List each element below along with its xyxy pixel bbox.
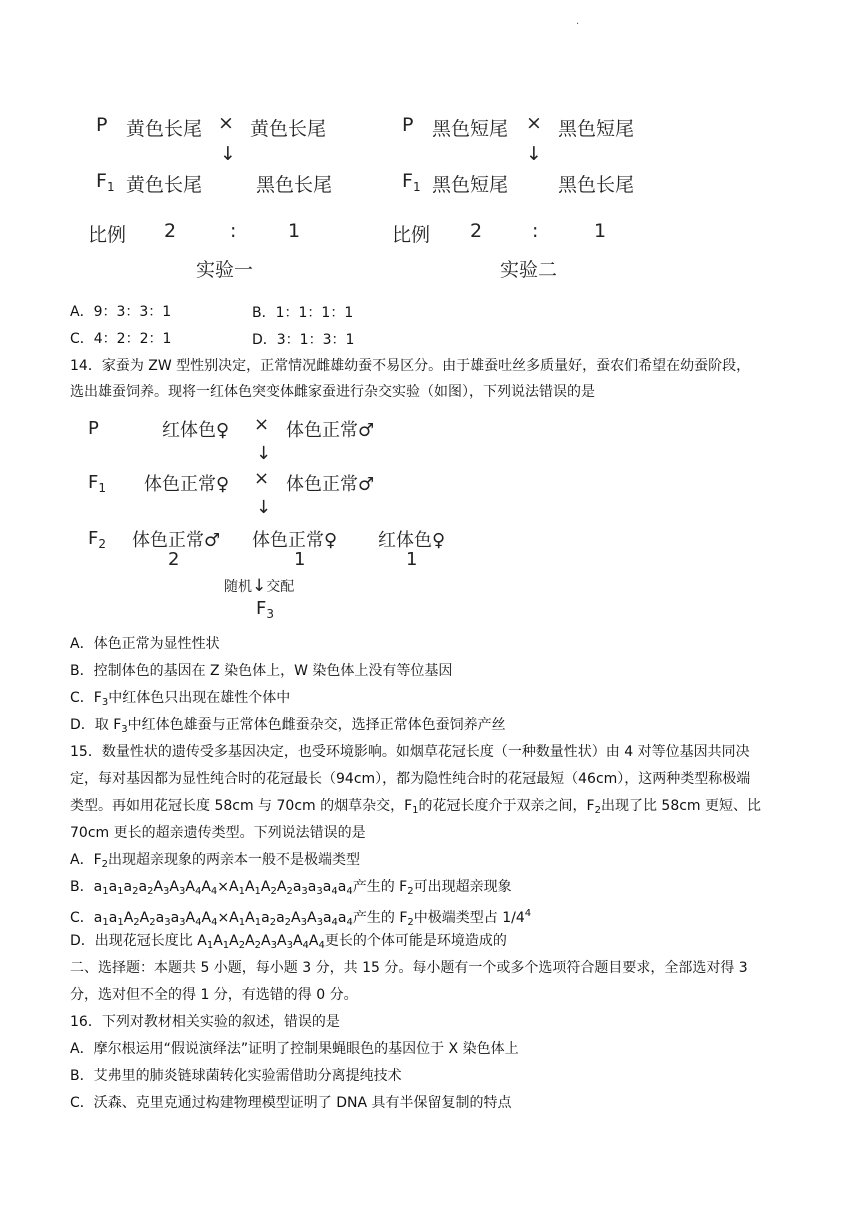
q14-f1-male: 体色正常♂ [286,474,375,495]
exp1-ratio-left: 2 [164,220,177,242]
exp1-ratio-right: 1 [288,220,301,242]
q15-option-b: B．$a_1a_1a_2a_2A_3A_3A_4A_4\times A_1A_1A_2A_2a_3a_3a_4a_4$产生的 $F_2$可出现超亲现象 [70,879,512,897]
q14-f2-label: $F_2$ [88,528,106,551]
q14-f2-count-a: 2 [168,549,180,570]
q16-option-a: A．摩尔根运用“假说演绎法”证明了控制果蝇眼色的基因位于 X 染色体上 [70,1041,519,1057]
q14-arrow-2: ↓ [256,497,272,518]
exp2-p-right: 黑色短尾 [558,118,635,140]
q14-f2-count-c: 1 [406,549,418,570]
exp2-ratio-left: 2 [470,220,483,242]
q14-f1-cross: × [254,468,270,489]
q14-stem-line-2: 选出雄蚕饲养。现将一红体色突变体雌家蚕进行杂交实验（如图），下列说法错误的是 [70,384,595,400]
q13-option-c: C．4：2：2：1 [70,331,172,347]
section2-instruction-line-2: 分，选对但不全的得 1 分，有选错的得 0 分。 [70,987,358,1003]
exp2-arrow: ↓ [526,143,542,165]
q14-f1-label: $F_1$ [88,472,106,495]
q14-option-d: D．取 $F_3$中红体色雄蚕与正常体色雌蚕杂交，选择正常体色蚕饲养产丝 [70,717,506,735]
exp2-ratio-label: 比例 [392,224,431,246]
exp1-f1-right: 黑色长尾 [256,174,333,196]
exp1-f1-left: 黄色长尾 [126,174,203,196]
exp1-ratio-label: 比例 [88,224,127,246]
exp1-p-left: 黄色长尾 [126,118,203,140]
q14-f3-label: $F_3$ [256,598,274,621]
q15-option-a: A．$F_2$出现超亲现象的两亲本一般不是极端类型 [70,852,361,870]
page-dot: . [576,16,580,27]
exp1-p-label: P [96,114,108,136]
exp2-ratio-colon: : [532,220,539,242]
q14-f2-count-b: 1 [294,549,306,570]
q16-option-c: C．沃森、克里克通过构建物理模型证明了 DNA 具有半保留复制的特点 [70,1095,512,1111]
exp2-caption: 实验二 [500,259,558,281]
exp1-caption: 实验一 [196,259,254,281]
q14-p-cross: × [254,414,270,435]
exp1-f1-label: $F_1$ [96,170,115,194]
exp2-f1-left: 黑色短尾 [432,174,509,196]
q14-p-female: 红体色♀ [162,420,230,441]
q14-random-mating: 随机↓交配 [224,576,295,596]
q14-arrow-1: ↓ [256,443,272,464]
q15-option-c: C．$a_1a_1A_2A_2a_3a_3A_4A_4\times A_1A_1a_2a_2A_3A_3a_4a_4$产生的 $F_2$中极端类型占 $1/4^4$ [70,908,532,928]
q14-f2-normal-female: 体色正常♀ [252,530,338,551]
q14-p-label: P [88,418,99,439]
q13-option-a: A．9：3：3：1 [70,304,172,320]
q14-f1-female: 体色正常♀ [144,474,230,495]
q13-option-b: B．1：1：1：1 [252,305,354,321]
q13-option-d: D．3：1：3：1 [252,332,355,348]
q14-option-c: C．$F_3$中红体色只出现在雄性个体中 [70,690,291,708]
q15-stem-line-4: 70cm 更长的超亲遗传类型。下列说法错误的是 [70,825,366,841]
section2-instruction-line-1: 二、选择题：本题共 5 小题，每小题 3 分，共 15 分。每小题有一个或多个选项符合题目要求，全部选对得 3 [70,960,748,976]
q16-stem: 16．下列对教材相关实验的叙述，错误的是 [70,1014,340,1030]
exp2-cross: × [526,112,542,134]
q14-f2-normal-male: 体色正常♂ [132,530,221,551]
exp1-p-right: 黄色长尾 [250,118,327,140]
exp2-f1-label: $F_1$ [402,170,421,194]
q14-option-a: A．体色正常为显性性状 [70,636,220,652]
q15-stem-line-2: 定，每对基因都为显性纯合时的花冠最长（94cm），都为隐性纯合时的花冠最短（46cm），这两种类型称极端 [70,771,751,787]
q16-option-b: B．艾弗里的肺炎链球菌转化实验需借助分离提纯技术 [70,1068,402,1084]
exp2-p-label: P [402,114,414,136]
q15-stem-line-1: 15．数量性状的遗传受多基因决定，也受环境影响。如烟草花冠长度（一种数量性状）由 4 对等位基因共同决 [70,744,750,760]
exp1-cross: × [218,112,234,134]
q14-p-male: 体色正常♂ [286,420,375,441]
q14-f2-red-female: 红体色♀ [378,530,446,551]
q14-stem-line-1: 14．家蚕为 ZW 型性别决定，正常情况雌雄幼蚕不易区分。由于雄蚕吐丝多质量好，蚕农们希望在幼蚕阶段， [70,358,751,374]
exp2-p-left: 黑色短尾 [432,118,509,140]
exp1-ratio-colon: : [230,220,237,242]
q14-option-b: B．控制体色的基因在 Z 染色体上，W 染色体上没有等位基因 [70,663,453,679]
q15-stem-line-3: 类型。再如用花冠长度 58cm 与 70cm 的烟草杂交，$F_1$的花冠长度介于双亲之间，$F_2$出现了比 58cm 更短、比 [70,798,762,816]
exp1-arrow: ↓ [220,143,236,165]
exp2-ratio-right: 1 [594,220,607,242]
exp2-f1-right: 黑色长尾 [558,174,635,196]
q15-option-d: D．出现花冠长度比 $A_1A_1A_2A_2A_3A_3A_4A_4$更长的个体可能是环境造成的 [70,933,507,951]
